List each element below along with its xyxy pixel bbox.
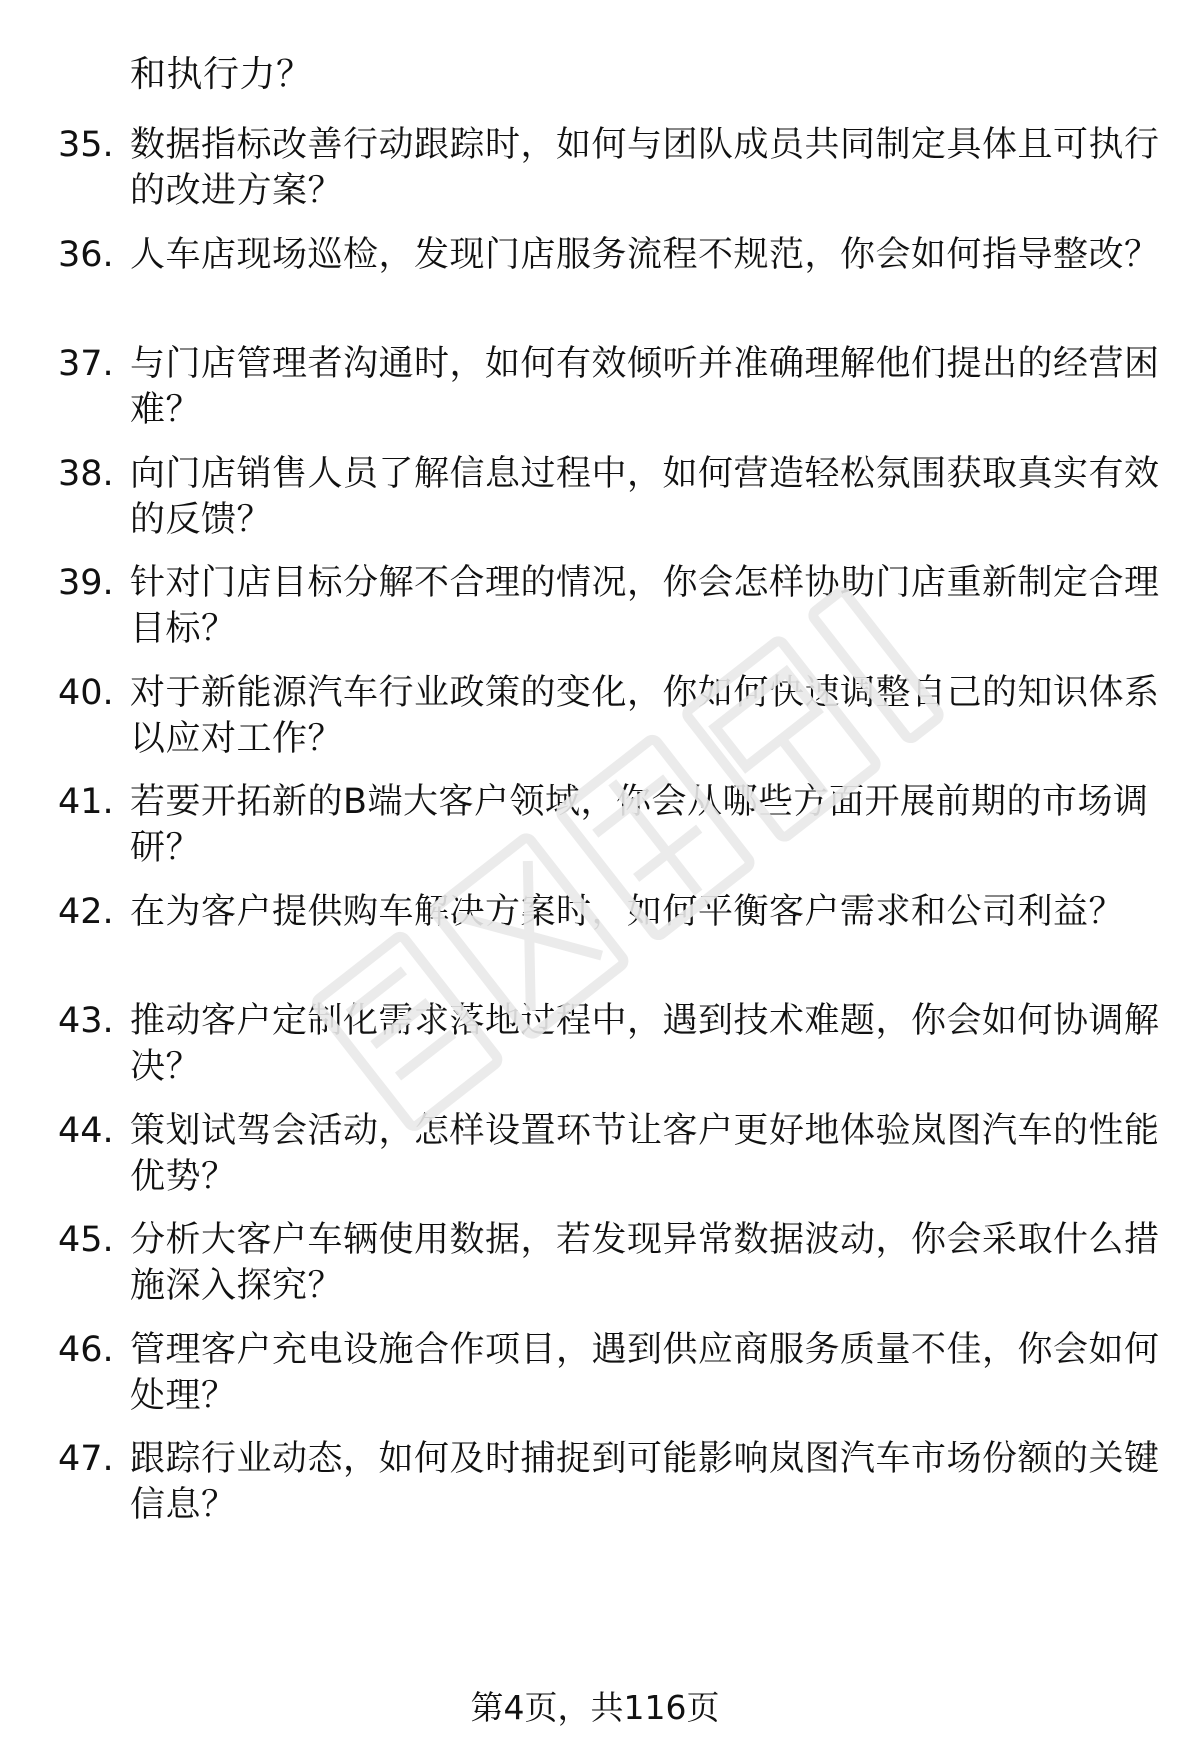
question-number: 39. [58, 563, 114, 603]
question-number: 40. [58, 673, 114, 713]
question-item [0, 1108, 1190, 1200]
question-text: 分析大客户车辆使用数据，若发现异常数据波动，你会采取什么措施深入探究？ [130, 1220, 1160, 1306]
question-number: 47. [58, 1439, 114, 1479]
question-item [0, 1436, 1190, 1528]
question-number: 46. [58, 1330, 114, 1370]
question-item [0, 779, 1190, 871]
question-number: 36. [58, 235, 114, 275]
question-item [0, 560, 1190, 652]
question-number: 43. [58, 1001, 114, 1041]
question-item [0, 889, 1190, 981]
question-text: 在为客户提供购车解决方案时，如何平衡客户需求和公司利益？ [130, 892, 1125, 932]
question-number: 41. [58, 782, 114, 822]
question-item [0, 451, 1190, 543]
question-number: 42. [58, 892, 114, 932]
question-text: 跟踪行业动态，如何及时捕捉到可能影响岚图汽车市场份额的关键信息？ [130, 1439, 1160, 1525]
question-item [0, 232, 1190, 324]
question-item [0, 341, 1190, 433]
question-text: 向门店销售人员了解信息过程中，如何营造轻松氛围获取真实有效的反馈？ [130, 454, 1160, 540]
question-item [0, 1217, 1190, 1309]
page-footer: 第4页，共116页 [470, 1688, 720, 1727]
question-text: 策划试驾会活动，怎样设置环节让客户更好地体验岚图汽车的性能优势？ [130, 1111, 1160, 1197]
question-text: 若要开拓新的B端大客户领域，你会从哪些方面开展前期的市场调研？ [130, 782, 1149, 868]
question-number: 35. [58, 125, 114, 165]
question-text: 对于新能源汽车行业政策的变化，你如何快速调整自己的知识体系以应对工作？ [130, 673, 1160, 759]
continued-question-text: 和执行力？ [130, 54, 313, 95]
question-number: 37. [58, 344, 114, 384]
question-item [0, 1327, 1190, 1419]
question-item [0, 998, 1190, 1090]
question-text: 针对门店目标分解不合理的情况，你会怎样协助门店重新制定合理目标？ [130, 563, 1160, 649]
question-text: 人车店现场巡检，发现门店服务流程不规范，你会如何指导整改？ [130, 235, 1160, 275]
question-text: 与门店管理者沟通时，如何有效倾听并准确理解他们提出的经营困难？ [130, 344, 1160, 430]
question-number: 44. [58, 1111, 114, 1151]
question-item [0, 122, 1190, 214]
question-text: 管理客户充电设施合作项目，遇到供应商服务质量不佳，你会如何处理？ [130, 1330, 1160, 1416]
question-number: 45. [58, 1220, 114, 1260]
question-text: 数据指标改善行动跟踪时，如何与团队成员共同制定具体且可执行的改进方案？ [130, 125, 1160, 211]
question-text: 推动客户定制化需求落地过程中，遇到技术难题，你会如何协调解决？ [130, 1001, 1160, 1087]
question-number: 38. [58, 454, 114, 494]
question-item [0, 670, 1190, 762]
